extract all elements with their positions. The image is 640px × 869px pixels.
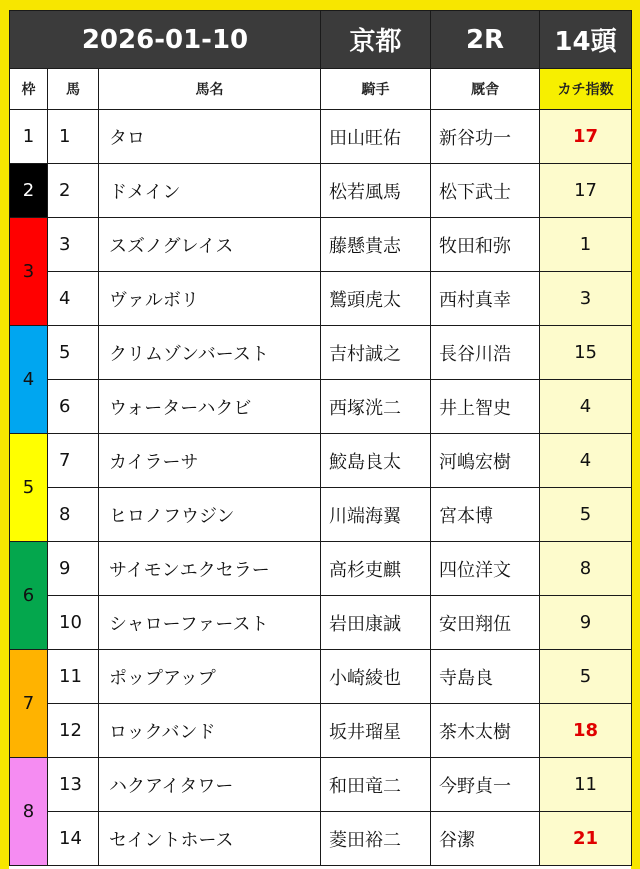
horse-name: ウォーターハクビ — [99, 380, 321, 434]
col-trainer: 厩舎 — [431, 69, 540, 110]
waku-cell: 4 — [10, 326, 48, 434]
horse-name: ヴァルボリ — [99, 272, 321, 326]
table-row — [10, 380, 632, 434]
horse-name: セイントホース — [99, 812, 321, 866]
trainer-name: 谷潔 — [431, 812, 540, 866]
horse-number: 10 — [48, 596, 99, 650]
waku-cell: 7 — [10, 650, 48, 758]
kachi-index: 17 — [540, 164, 632, 218]
col-jockey: 騎手 — [321, 69, 431, 110]
kachi-index: 17 — [540, 110, 632, 164]
horse-number: 3 — [48, 218, 99, 272]
col-name: 馬名 — [99, 69, 321, 110]
jockey-name: 菱田裕二 — [321, 812, 431, 866]
horse-name: ポップアップ — [99, 650, 321, 704]
horse-number: 2 — [48, 164, 99, 218]
top-frame — [0, 0, 640, 10]
table-row — [10, 164, 632, 218]
horse-name: シャローファースト — [99, 596, 321, 650]
kachi-index: 9 — [540, 596, 632, 650]
kachi-index: 11 — [540, 758, 632, 812]
horse-number: 13 — [48, 758, 99, 812]
kachi-index: 5 — [540, 650, 632, 704]
horse-name: カイラーサ — [99, 434, 321, 488]
race-number: 2R — [431, 11, 540, 69]
horse-name: スズノグレイス — [99, 218, 321, 272]
trainer-name: 長谷川浩 — [431, 326, 540, 380]
waku-cell: 3 — [10, 218, 48, 326]
left-frame — [0, 0, 9, 869]
jockey-name: 高杉吏麒 — [321, 542, 431, 596]
race-date: 2026-01-10 — [10, 11, 321, 69]
right-frame — [631, 0, 640, 869]
horse-number: 11 — [48, 650, 99, 704]
horse-number: 14 — [48, 812, 99, 866]
horse-name: サイモンエクセラー — [99, 542, 321, 596]
kachi-index: 15 — [540, 326, 632, 380]
horse-name: ハクアイタワー — [99, 758, 321, 812]
column-header-row — [10, 69, 632, 110]
table-row — [10, 596, 632, 650]
table-row — [10, 434, 632, 488]
waku-cell: 1 — [10, 110, 48, 164]
horse-name: ロックバンド — [99, 704, 321, 758]
trainer-name: 寺島良 — [431, 650, 540, 704]
waku-cell: 5 — [10, 434, 48, 542]
waku-cell: 2 — [10, 164, 48, 218]
horse-number: 5 — [48, 326, 99, 380]
table-row — [10, 110, 632, 164]
horse-name: ヒロノフウジン — [99, 488, 321, 542]
jockey-name: 坂井瑠星 — [321, 704, 431, 758]
jockey-name: 田山旺佑 — [321, 110, 431, 164]
race-header — [10, 11, 632, 69]
horse-number: 6 — [48, 380, 99, 434]
horse-name: ドメイン — [99, 164, 321, 218]
kachi-index: 21 — [540, 812, 632, 866]
table-row — [10, 704, 632, 758]
jockey-name: 川端海翼 — [321, 488, 431, 542]
trainer-name: 今野貞一 — [431, 758, 540, 812]
col-waku: 枠 — [10, 69, 48, 110]
trainer-name: 河嶋宏樹 — [431, 434, 540, 488]
horse-number: 8 — [48, 488, 99, 542]
kachi-index: 4 — [540, 380, 632, 434]
horse-number: 12 — [48, 704, 99, 758]
trainer-name: 井上智史 — [431, 380, 540, 434]
trainer-name: 四位洋文 — [431, 542, 540, 596]
kachi-index: 4 — [540, 434, 632, 488]
runner-count: 14頭 — [540, 11, 632, 69]
table-body — [10, 110, 632, 866]
kachi-index: 3 — [540, 272, 632, 326]
trainer-name: 西村真幸 — [431, 272, 540, 326]
table-row — [10, 650, 632, 704]
jockey-name: 松若風馬 — [321, 164, 431, 218]
trainer-name: 新谷功一 — [431, 110, 540, 164]
trainer-name: 牧田和弥 — [431, 218, 540, 272]
table-row — [10, 218, 632, 272]
table-row — [10, 758, 632, 812]
horse-name: クリムゾンバースト — [99, 326, 321, 380]
waku-cell: 8 — [10, 758, 48, 866]
jockey-name: 西塚洸二 — [321, 380, 431, 434]
jockey-name: 小崎綾也 — [321, 650, 431, 704]
race-venue: 京都 — [321, 11, 431, 69]
jockey-name: 藤懸貴志 — [321, 218, 431, 272]
table-row — [10, 812, 632, 866]
jockey-name: 鮫島良太 — [321, 434, 431, 488]
table-row — [10, 326, 632, 380]
table-row — [10, 488, 632, 542]
jockey-name: 岩田康誠 — [321, 596, 431, 650]
trainer-name: 茶木太樹 — [431, 704, 540, 758]
horse-number: 1 — [48, 110, 99, 164]
kachi-index: 1 — [540, 218, 632, 272]
horse-name: タロ — [99, 110, 321, 164]
horse-number: 4 — [48, 272, 99, 326]
trainer-name: 安田翔伍 — [431, 596, 540, 650]
trainer-name: 宮本博 — [431, 488, 540, 542]
kachi-index: 18 — [540, 704, 632, 758]
horse-number: 9 — [48, 542, 99, 596]
jockey-name: 吉村誠之 — [321, 326, 431, 380]
race-table — [9, 10, 632, 866]
jockey-name: 和田竜二 — [321, 758, 431, 812]
col-kachi: カチ指数 — [540, 69, 632, 110]
table-row — [10, 272, 632, 326]
table-row — [10, 542, 632, 596]
col-uma: 馬 — [48, 69, 99, 110]
kachi-index: 8 — [540, 542, 632, 596]
kachi-index: 5 — [540, 488, 632, 542]
waku-cell: 6 — [10, 542, 48, 650]
jockey-name: 鷲頭虎太 — [321, 272, 431, 326]
trainer-name: 松下武士 — [431, 164, 540, 218]
horse-number: 7 — [48, 434, 99, 488]
